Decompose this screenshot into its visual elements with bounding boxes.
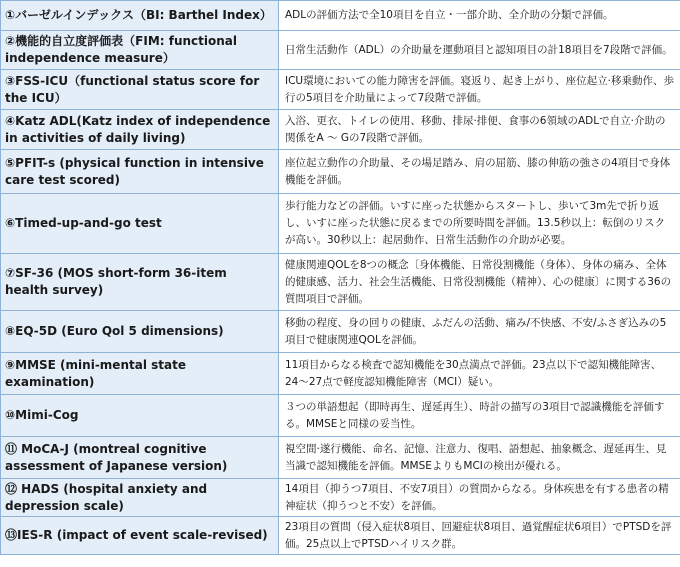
table-row <box>1 110 680 150</box>
scale-description: 入浴、更衣、トイレの使用、移動、排尿·排便、食事の6領域のADLで自立·介助の関係をA ～ Gの7段階で評価。 <box>279 110 680 150</box>
scale-description: 14項目（抑うつ7項目、不安7項目）の質問からなる。身体疾患を有する患者の精神症状（抑うつと不安）を評価。 <box>279 479 680 517</box>
table-row <box>1 150 680 194</box>
table-row <box>1 194 680 254</box>
scale-description: 日常生活動作（ADL）の介助量を運動項目と認知項目の計18項目を7段階で評価。 <box>279 31 680 70</box>
table-row <box>1 311 680 353</box>
scale-name: ③FSS-ICU（functional status score for the ICU） <box>1 70 279 110</box>
scale-description: ３つの単語想起（即時再生、遅延再生）、時計の描写の3項目で認識機能を評価する。MMSEと同様の妥当性。 <box>279 395 680 437</box>
table-row <box>1 479 680 517</box>
table-row <box>1 254 680 311</box>
scale-description: ICU環境においての能力障害を評価。寝返り、起き上がり、座位起立·移乗動作、歩行の5項目を介助量によって7段階で評価。 <box>279 70 680 110</box>
table-row <box>1 517 680 555</box>
scale-name: ⑩Mimi-Cog <box>1 395 279 437</box>
table-row <box>1 70 680 110</box>
scale-description: 移動の程度、身の回りの健康、ふだんの活動、痛み/不快感、不安/ふさぎ込みの5項目で健康関連QOLを評価。 <box>279 311 680 353</box>
table-row <box>1 437 680 479</box>
scale-description: 23項目の質問（侵入症状8項目、回避症状8項目、過覚醒症状6項目）でPTSDを評価。25点以上でPTSDハイリスク群。 <box>279 517 680 555</box>
scale-description: ADLの評価方法で全10項目を自立・一部介助、全介助の分類で評価。 <box>279 1 680 31</box>
scale-name: ⑪ MoCA-J (montreal cognitive assessment of Japanese version) <box>1 437 279 479</box>
scale-name: ⑫ HADS (hospital anxiety and depression scale) <box>1 479 279 517</box>
scale-name: ⑨MMSE (mini-mental state examination) <box>1 353 279 395</box>
table-row <box>1 1 680 31</box>
table-row <box>1 31 680 70</box>
scale-name: ④Katz ADL(Katz index of independence in activities of daily living) <box>1 110 279 150</box>
scale-description: 視空間·遂行機能、命名、記憶、注意力、復唱、語想起、抽象概念、遅延再生、見当識で認知機能を評価。MMSEよりもMCIの検出が優れる。 <box>279 437 680 479</box>
scale-name: ②機能的自立度評価表（FIM: functional independence measure） <box>1 31 279 70</box>
scale-name: ⑤PFIT-s (physical function in intensive care test scored) <box>1 150 279 194</box>
scale-name: ⑬IES-R (impact of event scale-revised) <box>1 517 279 555</box>
scale-name: ⑥Timed-up-and-go test <box>1 194 279 254</box>
scale-name: ⑦SF-36 (MOS short-form 36-item health survey) <box>1 254 279 311</box>
scale-description: 健康関連QOLを8つの概念〔身体機能、日常役割機能（身体）、身体の痛み、全体的健康感、活力、社会生活機能、日常役割機能（精神）、心の健康〕に関する36の質問項目で評価。 <box>279 254 680 311</box>
scale-description: 座位起立動作の介助量、その場足踏み、肩の屈筋、膝の伸筋の強さの4項目で身体機能を評価。 <box>279 150 680 194</box>
scale-description: 歩行能力などの評価。いすに座った状態からスタートし、歩いて3m先で折り返し、いすに座った状態に戻るまでの所要時間を評価。13.5秒以上：転倒のリスクが高い。30秒以上：起居動作、日常生活動作の介助が必要。 <box>279 194 680 254</box>
scale-name: ①バーゼルインデックス（BI: Barthel Index） <box>1 1 279 31</box>
scale-description: 11項目からなる検査で認知機能を30点満点で評価。23点以下で認知機能障害、24～27点で軽度認知機能障害（MCI）疑い。 <box>279 353 680 395</box>
scale-name: ⑧EQ-5D (Euro Qol 5 dimensions) <box>1 311 279 353</box>
table-row <box>1 395 680 437</box>
table-row <box>1 353 680 395</box>
